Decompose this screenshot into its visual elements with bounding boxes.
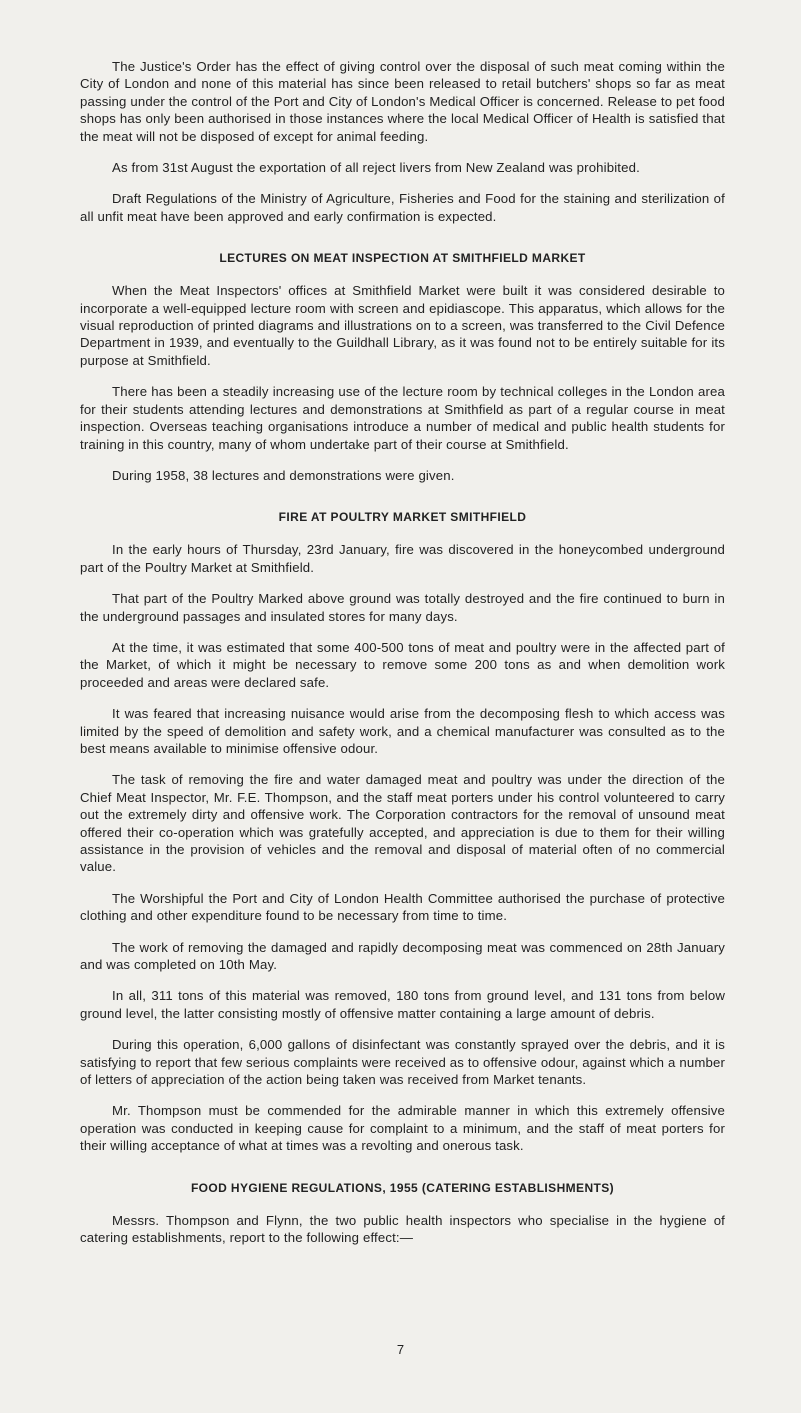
paragraph: The Worshipful the Port and City of London Health Committee authorised the purchase of protective clothing and other expenditure found to be necessary from time to time.: [80, 890, 725, 924]
section-heading-fire: FIRE AT POULTRY MARKET SMITHFIELD: [278, 510, 527, 525]
paragraph: During this operation, 6,000 gallons of disinfectant was constantly sprayed over the debris, and it is satisfying to report that few serious complaints were received as to offensive odour, against which a number of letters of appreciation of the action being taken was received from Market tenants.: [80, 1037, 725, 1088]
paragraph: Mr. Thompson must be commended for the admirable manner in which this extremely offensive operation was conducted in keeping cause for complaint to a minimum, and the staff of meat porters for their willing acceptance of what at times was a revolting and onerous task.: [80, 1103, 725, 1154]
paragraph: There has been a steadily increasing use of the lecture room by technical colleges in the London area for their students attending lectures and demonstrations at Smithfield as part of a regular course in meat inspection. Overseas teaching organisations introduce a number of medical and public health students for training in this country, many of whom undertake part of their course at Smithfield.: [80, 384, 725, 452]
paragraph: The Justice's Order has the effect of giving control over the disposal of such meat coming within the City of London and none of this material has since been released to retail butchers' shops so far as meat passing under the control of the Port and City of London's Medical Officer is concerned. Release to pet food shops has only been authorised in those instances where the local Medical Officer of Health is satisfied that the meat will not be disposed of except for animal feeding.: [80, 59, 725, 144]
paragraph: The task of removing the fire and water damaged meat and poultry was under the direction of the Chief Meat Inspector, Mr. F.E. Thompson, and the staff meat porters under his control volunteered to carry out the extremely dirty and offensive work. The Corporation contractors for the removal of unsound meat offered their co-operation which was gratefully accepted, and appreciation is due to them for their willing assistance in the provision of vehicles and the removal and disposal of material often of no commercial value.: [80, 772, 725, 875]
paragraph: Draft Regulations of the Ministry of Agriculture, Fisheries and Food for the staining and sterilization of all unfit meat have been approved and early confirmation is expected.: [80, 191, 725, 224]
paragraph: That part of the Poultry Marked above ground was totally destroyed and the fire continued to burn in the underground passages and insulated stores for many days.: [80, 591, 725, 624]
section-heading-lectures: LECTURES ON MEAT INSPECTION AT SMITHFIELD MARKET: [219, 251, 586, 266]
paragraph: When the Meat Inspectors' offices at Smithfield Market were built it was considered desirable to incorporate a well-equipped lecture room with screen and epidiascope. This apparatus, which allows for the visual reproduction of printed diagrams and illustrations on to a screen, was transferred to the Civil Defence Department in 1939, and eventually to the Guildhall Library, as it was found not to be entirely suitable for its purpose at Smithfield.: [80, 283, 725, 368]
paragraph: As from 31st August the exportation of all reject livers from New Zealand was prohibited.: [112, 160, 640, 176]
paragraph: The work of removing the damaged and rapidly decomposing meat was commenced on 28th January and was completed on 10th May.: [80, 939, 725, 973]
paragraph: It was feared that increasing nuisance would arise from the decomposing flesh to which access was limited by the speed of demolition and safety work, and a chemical manufacturer was consulted as to the best means available to minimise offensive odour.: [80, 706, 725, 756]
paragraph: During 1958, 38 lectures and demonstrations were given.: [112, 467, 455, 483]
paragraph: In all, 311 tons of this material was removed, 180 tons from ground level, and 131 tons from below ground level, the latter consisting mostly of offensive matter containing a large amount of debris.: [80, 988, 725, 1021]
page-number: 7: [396, 1342, 405, 1357]
paragraph: Messrs. Thompson and Flynn, the two public health inspectors who specialise in the hygiene of catering establishments, report to the following effect:—: [80, 1212, 725, 1246]
paragraph: In the early hours of Thursday, 23rd January, fire was discovered in the honeycombed underground part of the Poultry Market at Smithfield.: [80, 542, 725, 575]
section-heading-food-hygiene: FOOD HYGIENE REGULATIONS, 1955 (CATERING ESTABLISHMENTS): [190, 1180, 615, 1195]
paragraph: At the time, it was estimated that some 400-500 tons of meat and poultry were in the affected part of the Market, of which it might be necessary to remove some 200 tons as and when demolition work proceeded and areas were declared safe.: [80, 639, 725, 690]
